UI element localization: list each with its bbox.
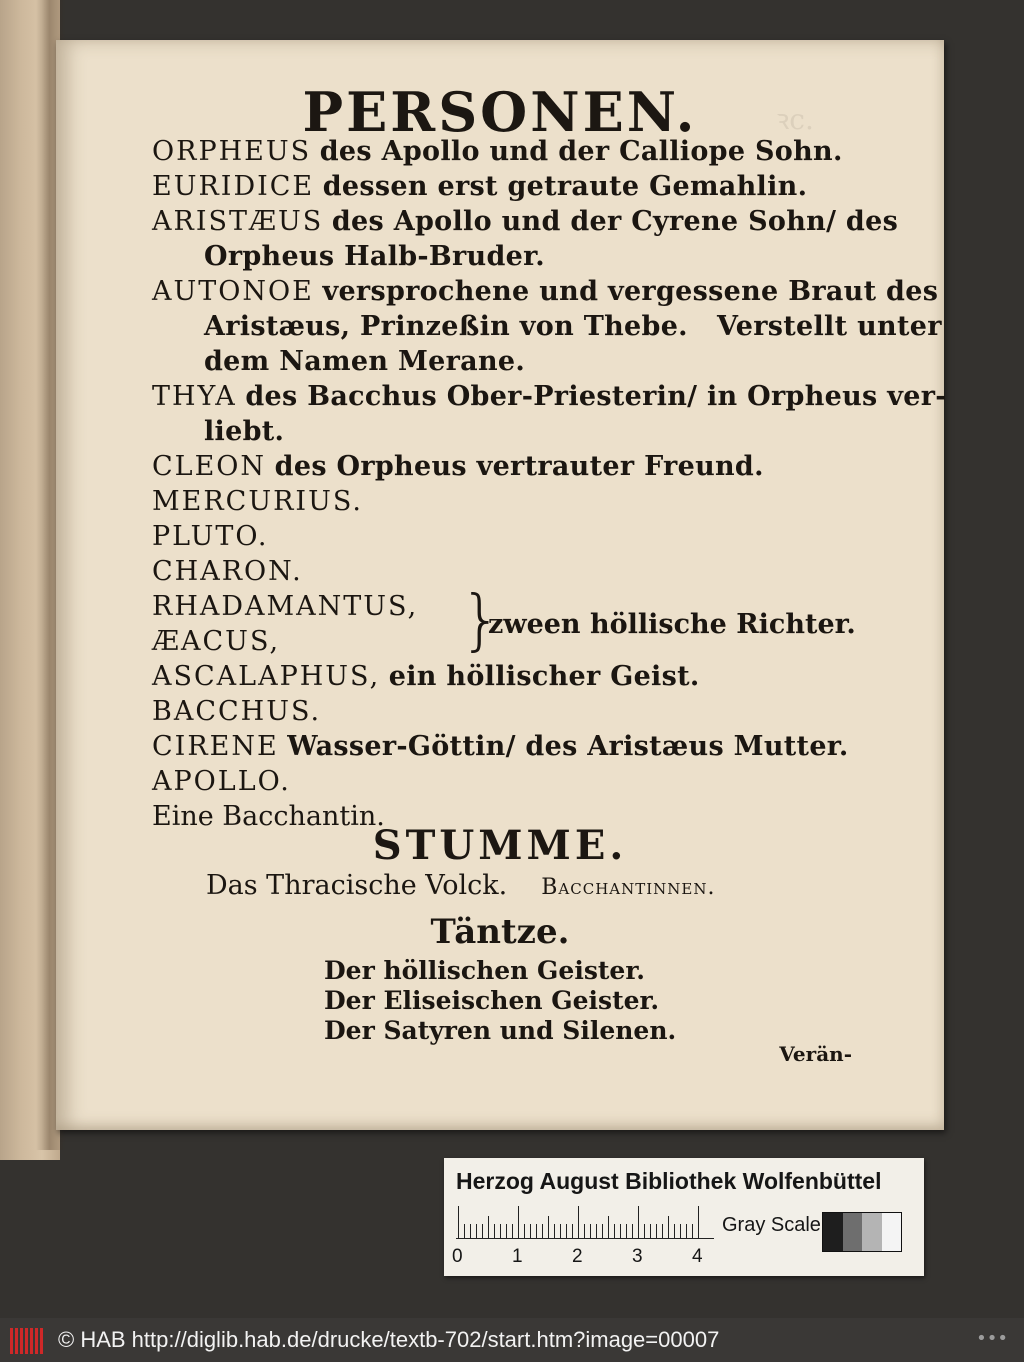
judge-name-2: ÆACUS,: [152, 626, 281, 657]
ruler-number: 0: [452, 1246, 463, 1267]
ruler-tick: [698, 1206, 699, 1238]
ruler-tick: [674, 1224, 675, 1238]
list-item: CIRENE Wasser-Göttin/ des Aristæus Mutter.: [152, 731, 849, 762]
dances-list: [324, 956, 676, 1046]
catchword: Verän-: [779, 1042, 852, 1066]
list-item: Der Eliseischen Geister.: [324, 986, 660, 1015]
ruler-tick: [476, 1224, 477, 1238]
ruler-tick: [578, 1206, 579, 1238]
more-options-icon[interactable]: •••: [976, 1328, 1008, 1349]
list-item: EURIDICE dessen erst getraute Gemahlin.: [152, 171, 808, 202]
list-item: Der Satyren und Silenen.: [324, 1016, 677, 1045]
judges-description: zween höllische Richter.: [488, 609, 856, 640]
list-item: Eine Bacchantin.: [152, 801, 385, 832]
judges-group: [152, 581, 872, 659]
logo-bar: [35, 1328, 38, 1354]
list-item: Der höllischen Geister.: [324, 956, 645, 985]
list-item: BACCHUS.: [152, 696, 322, 727]
ruler-tick: [524, 1224, 525, 1238]
logo-bar: [40, 1328, 43, 1354]
stumme-line: Das Thracische Volck. Bacchantinnen.: [206, 870, 716, 901]
ruler-tick: [548, 1216, 549, 1238]
list-item: CHARON.: [152, 556, 303, 587]
gray-swatch: [862, 1213, 882, 1251]
ruler-tick: [638, 1206, 639, 1238]
ruler-tick: [584, 1224, 585, 1238]
section-heading-taentze: Täntze.: [430, 912, 570, 952]
bleed-through-text: ꝛc.: [776, 103, 814, 136]
ruler-tick: [686, 1224, 687, 1238]
ruler-tick: [596, 1224, 597, 1238]
gray-scale-swatches: [822, 1212, 902, 1252]
ruler-tick: [536, 1224, 537, 1238]
list-item: Orpheus Halb-Bruder.: [204, 241, 545, 272]
list-item: ORPHEUS des Apollo und der Calliope Sohn.: [152, 136, 843, 167]
persons-list: [152, 134, 947, 834]
ruler-number: 3: [632, 1246, 643, 1267]
ruler-tick: [656, 1224, 657, 1238]
ruler-tick: [608, 1216, 609, 1238]
curly-brace-icon: }: [460, 581, 502, 658]
list-item: liebt.: [204, 416, 285, 447]
ruler-tick: [518, 1206, 519, 1238]
footer-bar: [0, 1318, 1024, 1362]
ruler-tick: [620, 1224, 621, 1238]
list-item: PLUTO.: [152, 521, 269, 552]
ruler-tick: [662, 1224, 663, 1238]
ruler-tick: [530, 1224, 531, 1238]
ruler: [456, 1206, 716, 1240]
ruler-tick: [488, 1216, 489, 1238]
ruler-tick: [554, 1224, 555, 1238]
ruler-tick: [692, 1224, 693, 1238]
logo-bar: [15, 1328, 18, 1354]
logo-bar: [10, 1328, 13, 1354]
ruler-tick: [602, 1224, 603, 1238]
ruler-tick: [590, 1224, 591, 1238]
ruler-number: 1: [512, 1246, 523, 1267]
document-page: [56, 40, 947, 1130]
ruler-tick: [650, 1224, 651, 1238]
list-item: ASCALAPHUS, ein höllischer Geist.: [152, 661, 700, 692]
gray-swatch: [823, 1213, 843, 1251]
ruler-tick: [560, 1224, 561, 1238]
list-item: CLEON des Orpheus vertrauter Freund.: [152, 451, 764, 482]
ruler-tick: [482, 1224, 483, 1238]
ruler-number: 4: [692, 1246, 703, 1267]
list-item: MERCURIUS.: [152, 486, 363, 517]
gray-swatch: [843, 1213, 863, 1251]
section-heading-stumme: STUMME.: [372, 822, 628, 869]
ruler-tick: [680, 1224, 681, 1238]
gray-scale-label: Gray Scale: [722, 1214, 821, 1236]
ruler-tick: [626, 1224, 627, 1238]
ruler-tick: [458, 1206, 459, 1238]
ruler-tick: [572, 1224, 573, 1238]
logo-bar: [30, 1328, 33, 1354]
logo-bar: [20, 1328, 23, 1354]
ruler-tick: [542, 1224, 543, 1238]
ruler-tick: [464, 1224, 465, 1238]
gray-swatch: [882, 1213, 902, 1251]
ruler-tick: [512, 1224, 513, 1238]
hab-logo-icon: [10, 1328, 44, 1354]
ruler-tick: [644, 1224, 645, 1238]
ruler-number: 2: [572, 1246, 583, 1267]
ruler-tick: [470, 1224, 471, 1238]
page-title: PERSONEN.: [302, 80, 698, 144]
list-item: ARISTÆUS des Apollo und der Cyrene Sohn/ des: [152, 206, 899, 237]
list-item: THYA des Bacchus Ober-Priesterin/ in Orpheus ver-: [152, 381, 947, 412]
ruler-tick: [614, 1224, 615, 1238]
judge-name-1: RHADAMANTUS,: [152, 591, 419, 622]
list-item: AUTONOE versprochene und vergessene Braut des: [152, 276, 939, 307]
ruler-tick: [494, 1224, 495, 1238]
ruler-tick: [506, 1224, 507, 1238]
ruler-tick: [566, 1224, 567, 1238]
ruler-tick: [632, 1224, 633, 1238]
logo-bar: [25, 1328, 28, 1354]
copyright-url[interactable]: © HAB http://diglib.hab.de/drucke/textb-702/start.htm?image=00007: [58, 1327, 720, 1352]
list-item: APOLLO.: [152, 766, 291, 797]
color-reference-card: [444, 1158, 924, 1276]
library-name: Herzog August Bibliothek Wolfenbüttel: [456, 1168, 882, 1194]
ruler-tick: [668, 1216, 669, 1238]
ruler-tick: [500, 1224, 501, 1238]
list-item: Aristæus, Prinzeßin von Thebe. Verstellt unter: [204, 311, 942, 342]
list-item: dem Namen Merane.: [204, 346, 526, 377]
